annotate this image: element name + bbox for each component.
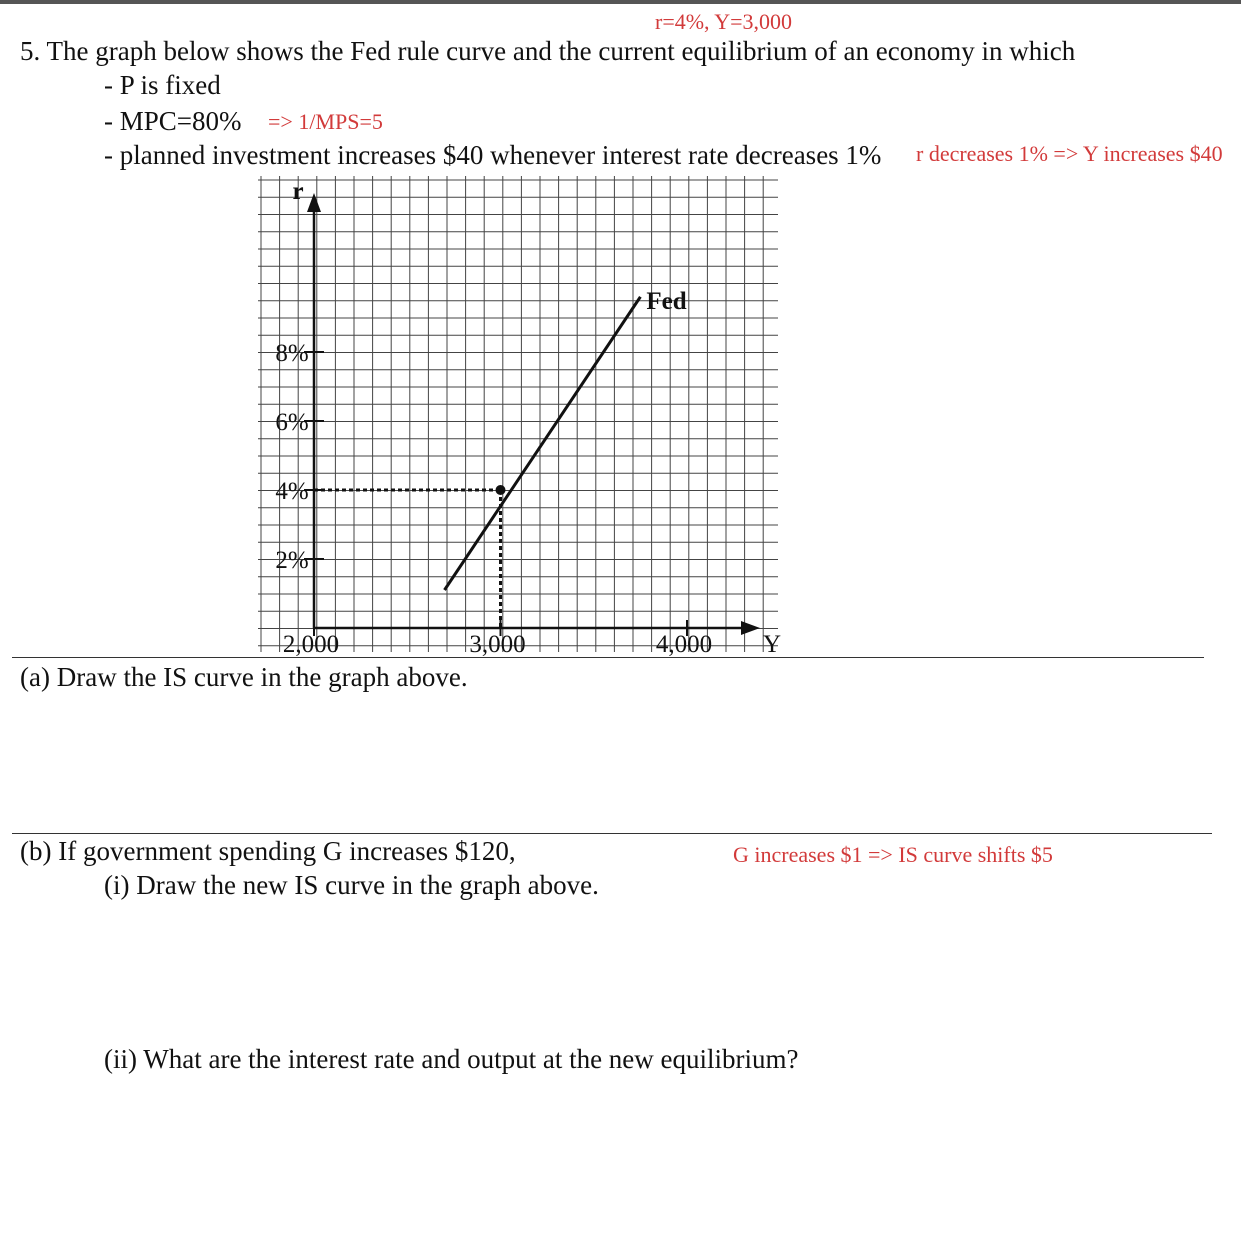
mps-annotation: => 1/MPS=5 [268, 109, 383, 134]
section-divider-b [12, 833, 1212, 834]
graph-marks [304, 297, 687, 636]
question-intro: 5. The graph below shows the Fed rule curve and the current equilibrium of an economy in which [20, 36, 1076, 66]
x-tick-label: 2,000 [282, 631, 340, 658]
graph-labels [275, 178, 781, 658]
investment-annotation: r decreases 1% => Y increases $40 [916, 141, 1223, 166]
y-tick-label: 6% [275, 409, 309, 436]
x-tick-label: 3,000 [469, 631, 526, 658]
graph-grid [258, 176, 778, 652]
section-divider-a [12, 657, 1204, 658]
fed-rule-graph [250, 170, 790, 660]
bullet-price-fixed: - P is fixed [104, 70, 221, 100]
y-tick-label: 2% [275, 547, 309, 574]
g-annotation: G increases $1 => IS curve shifts $5 [733, 842, 1053, 867]
y-axis-arrow [307, 193, 321, 212]
equilibrium-point [496, 485, 506, 495]
part-b-question: (b) If government spending G increases $120, [20, 836, 516, 866]
y-tick-label: 8% [275, 340, 309, 367]
graph-axes [307, 193, 760, 635]
equilibrium-annotation: r=4%, Y=3,000 [655, 9, 793, 34]
y-axis-label: r [292, 178, 304, 205]
fed-curve-label: Fed [646, 287, 687, 315]
y-tick-label: 4% [275, 478, 309, 505]
part-b-ii-question: (ii) What are the interest rate and output at the new equilibrium? [104, 1044, 799, 1074]
x-tick-label: 4,000 [655, 631, 713, 658]
bullet-investment: - planned investment increases $40 whenever interest rate decreases 1% [104, 140, 882, 170]
fed-rule-curve [445, 297, 641, 590]
top-border [0, 0, 1241, 4]
part-a-question: (a) Draw the IS curve in the graph above. [20, 662, 468, 692]
x-axis-label: Y [762, 631, 782, 658]
x-axis-arrow [741, 621, 760, 635]
part-b-i-question: (i) Draw the new IS curve in the graph above. [104, 870, 599, 900]
bullet-mpc: - MPC=80% [104, 106, 242, 136]
